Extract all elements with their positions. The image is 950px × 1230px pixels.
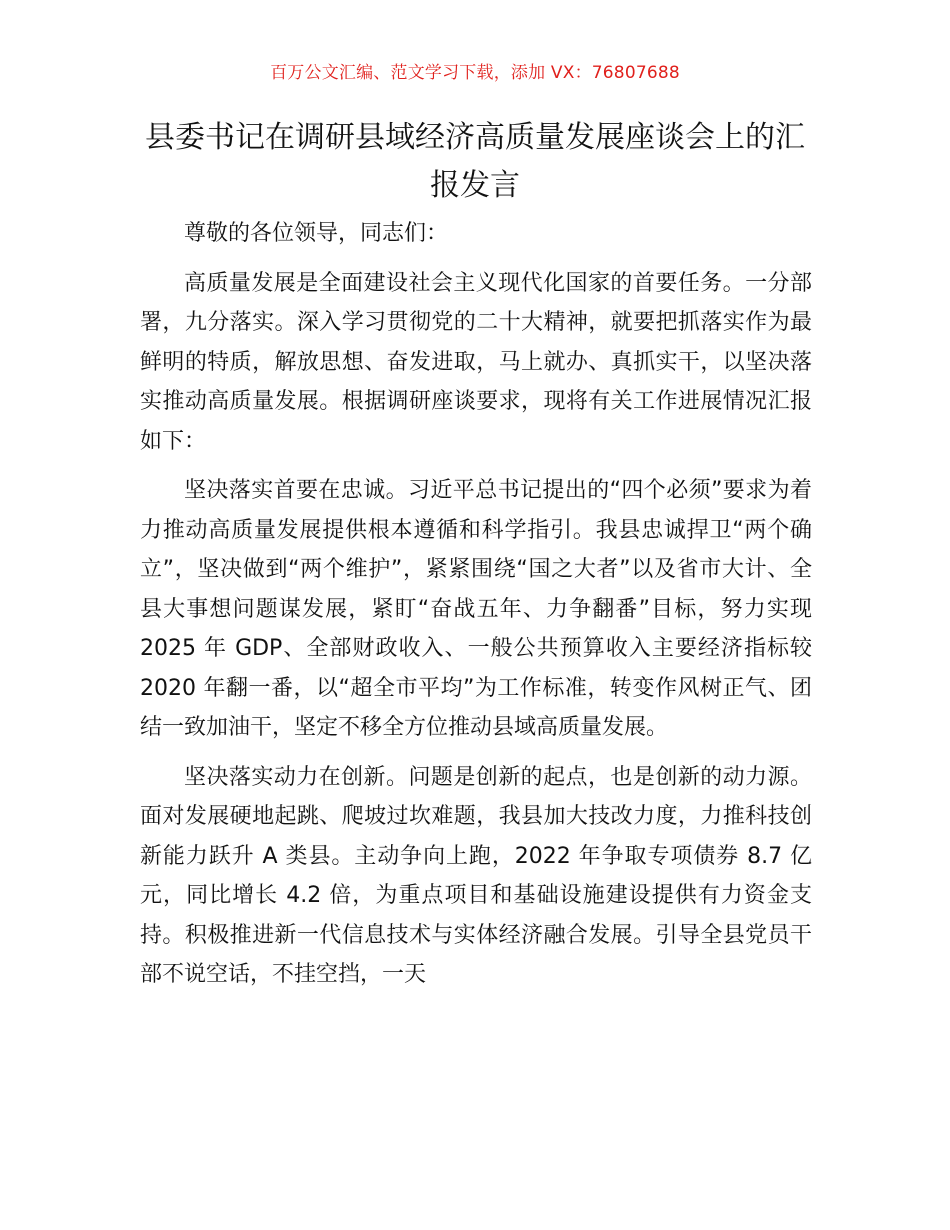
document-title: 县委书记在调研县域经济高质量发展座谈会上的汇报发言: [145, 120, 805, 203]
paragraph-intro: 高质量发展是全面建设社会主义现代化国家的首要任务。一分部署，九分落实。深入学习贯彻党的二十大精神，就要把抓落实作为最鲜明的特质，解放思想、奋发进取，马上就办、真抓实干，以坚决落实推动高质量发展。根据调研座谈要求，现将有关工作进展情况汇报如下：: [140, 270, 812, 454]
paragraph-innovation: 坚决落实动力在创新。问题是创新的起点，也是创新的动力源。面对发展硬地起跳、爬坡过坎难题，我县加大技改力度，力推科技创新能力跃升 A 类县。主动争向上跑，2022 年争取专项债券 8.7 亿元，同比增长 4.2 倍，为重点项目和基础设施建设提供有力资金支持。积极推进新一代信息技术与实体经济融合发展。引导全县党员干部不说空话，不挂空挡，一天: [140, 764, 812, 987]
document-body: [140, 214, 812, 995]
header-watermark-note: 百万公文汇编、范文学习下载，添加 VX：76807688: [270, 63, 680, 83]
paragraph-loyalty: 坚决落实首要在忠诚。习近平总书记提出的“四个必须”要求为着力推动高质量发展提供根本遵循和科学指引。我县忠诚捍卫“两个确立”，坚决做到“两个维护”，紧紧围绕“国之大者”以及省市大计、全县大事想问题谋发展，紧盯“奋战五年、力争翻番”目标，努力实现 2025 年 GDP、全部财政收入、一般公共预算收入主要经济指标较 2020 年翻一番，以“超全市平均”为工作标准，转变作风树正气、团结一致加油干，坚定不移全方位推动县域高质量发展。: [140, 478, 812, 740]
salutation: 尊敬的各位领导，同志们：: [184, 221, 449, 246]
